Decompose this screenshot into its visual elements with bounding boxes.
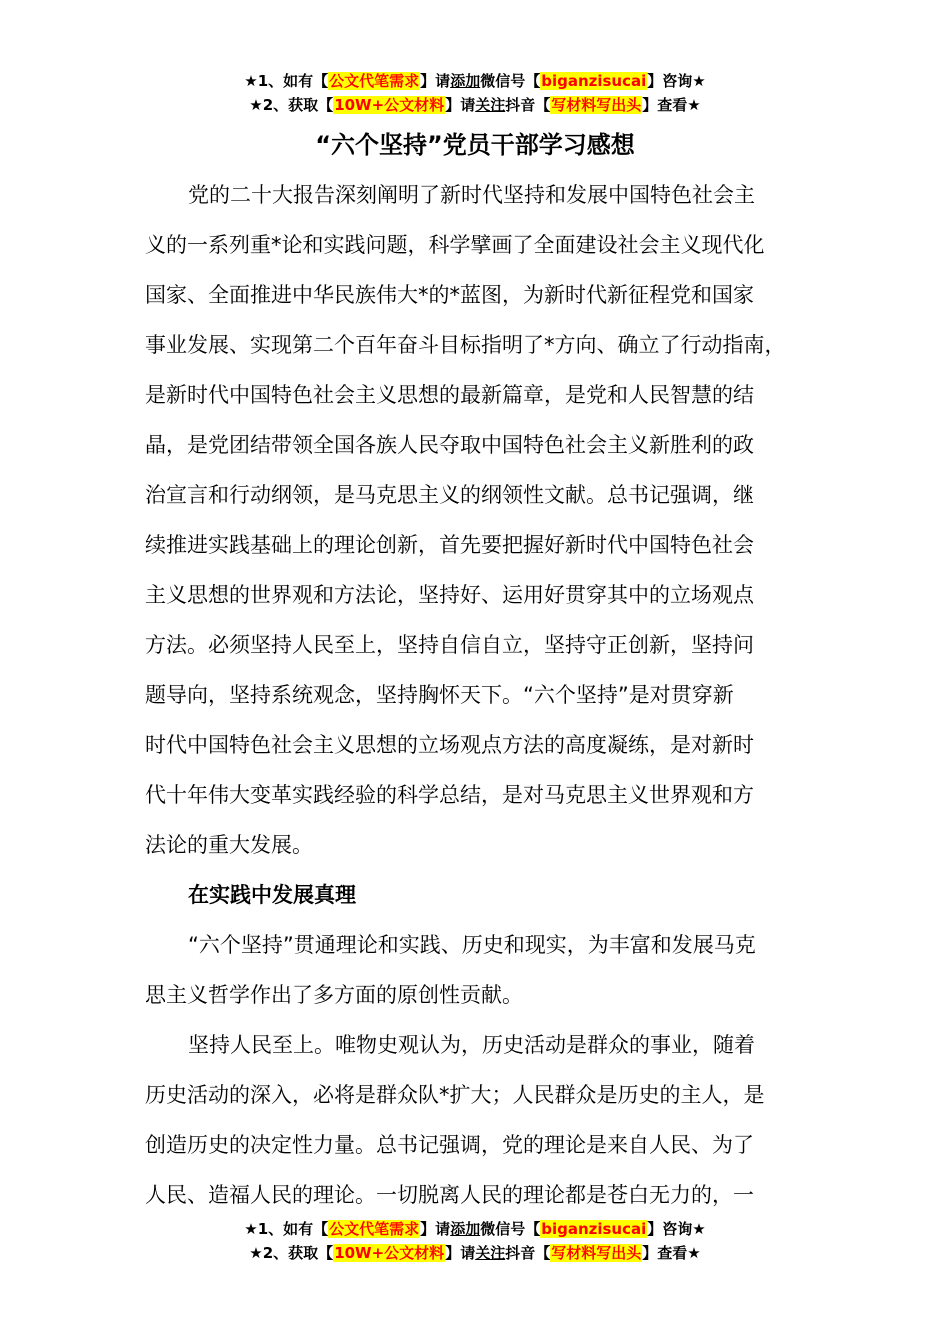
highlight-tag: 10W+公文材料 [334,96,445,114]
wechat-id: biganzisucai [541,1220,647,1238]
banner-text: 】咨询★ [647,1220,706,1238]
banner-text: 】请 [420,72,451,90]
banner-line-2 [0,93,950,117]
document-title: “六个坚持”党员干部学习感想 [315,131,635,159]
text-line: 晶，是党团结带领全国各族人民夺取中国特色社会主义新胜利的政 [145,433,754,457]
douyin-id: 写材料写出头 [551,96,642,114]
top-banner [0,69,950,117]
banner-text: 微信号【 [480,72,541,90]
text-line: 法论的重大发展。 [145,833,313,857]
text-line: 党的二十大报告深刻阐明了新时代坚持和发展中国特色社会主 [188,183,755,207]
bottom-banner [0,1217,950,1265]
highlight-tag: 公文代笔需求 [329,72,420,90]
section-heading: 在实践中发展真理 [188,883,356,907]
text-line: 国家、全面推进中华民族伟大*的*蓝图，为新时代新征程党和国家 [145,283,754,307]
text-line: 历史活动的深入，必将是群众队*扩大；人民群众是历史的主人，是 [145,1083,765,1107]
underlined-text: 添加 [450,72,481,90]
paragraph-intro [145,170,815,1220]
highlight-tag: 10W+公文材料 [334,1244,445,1262]
text-line: 方法。必须坚持人民至上，坚持自信自立，坚持守正创新，坚持问 [145,633,754,657]
text-line: 代十年伟大变革实践经验的科学总结，是对马克思主义世界观和方 [145,783,754,807]
banner-text: 抖音【 [505,1244,551,1262]
underlined-text: 关注 [475,1244,506,1262]
banner-text: 抖音【 [505,96,551,114]
banner-text: 】请 [445,96,476,114]
highlight-tag: 公文代笔需求 [329,1220,420,1238]
underlined-text: 关注 [475,96,506,114]
text-line: “六个坚持”贯通理论和实践、历史和现实，为丰富和发展马克 [188,933,756,957]
text-line: 人民、造福人民的理论。一切脱离人民的理论都是苍白无力的，一 [145,1183,754,1207]
text-line: 主义思想的世界观和方法论，坚持好、运用好贯穿其中的立场观点 [145,583,754,607]
banner-line-1 [0,1217,950,1241]
text-line: 义的一系列重*论和实践问题，科学擘画了全面建设社会主义现代化 [145,233,765,257]
text-line: 事业发展、实现第二个百年奋斗目标指明了*方向、确立了行动指南， [145,333,786,357]
banner-text: 】咨询★ [647,72,706,90]
banner-text: 】请 [420,1220,451,1238]
banner-text: 】查看★ [642,1244,701,1262]
banner-line-1 [0,69,950,93]
banner-text: ★2、获取【 [249,96,334,114]
text-line: 题导向，坚持系统观念，坚持胸怀天下。“六个坚持”是对贯穿新 [145,683,734,707]
text-line: 创造历史的决定性力量。总书记强调，党的理论是来自人民、为了 [145,1133,754,1157]
banner-text: 】请 [445,1244,476,1262]
text-line: 时代中国特色社会主义思想的立场观点方法的高度凝练，是对新时 [145,733,754,757]
banner-text: ★1、如有【 [244,72,329,90]
underlined-text: 添加 [450,1220,481,1238]
douyin-id: 写材料写出头 [551,1244,642,1262]
banner-text: ★2、获取【 [249,1244,334,1262]
text-line: 是新时代中国特色社会主义思想的最新篇章，是党和人民智慧的结 [145,383,754,407]
text-line: 坚持人民至上。唯物史观认为，历史活动是群众的事业，随着 [188,1033,755,1057]
banner-text: 】查看★ [642,96,701,114]
banner-text: ★1、如有【 [244,1220,329,1238]
text-line: 治宣言和行动纲领，是马克思主义的纲领性文献。总书记强调，继 [145,483,754,507]
banner-line-2 [0,1241,950,1265]
text-line: 续推进实践基础上的理论创新，首先要把握好新时代中国特色社会 [145,533,754,557]
wechat-id: biganzisucai [541,72,647,90]
banner-text: 微信号【 [480,1220,541,1238]
text-line: 思主义哲学作出了多方面的原创性贡献。 [145,983,523,1007]
